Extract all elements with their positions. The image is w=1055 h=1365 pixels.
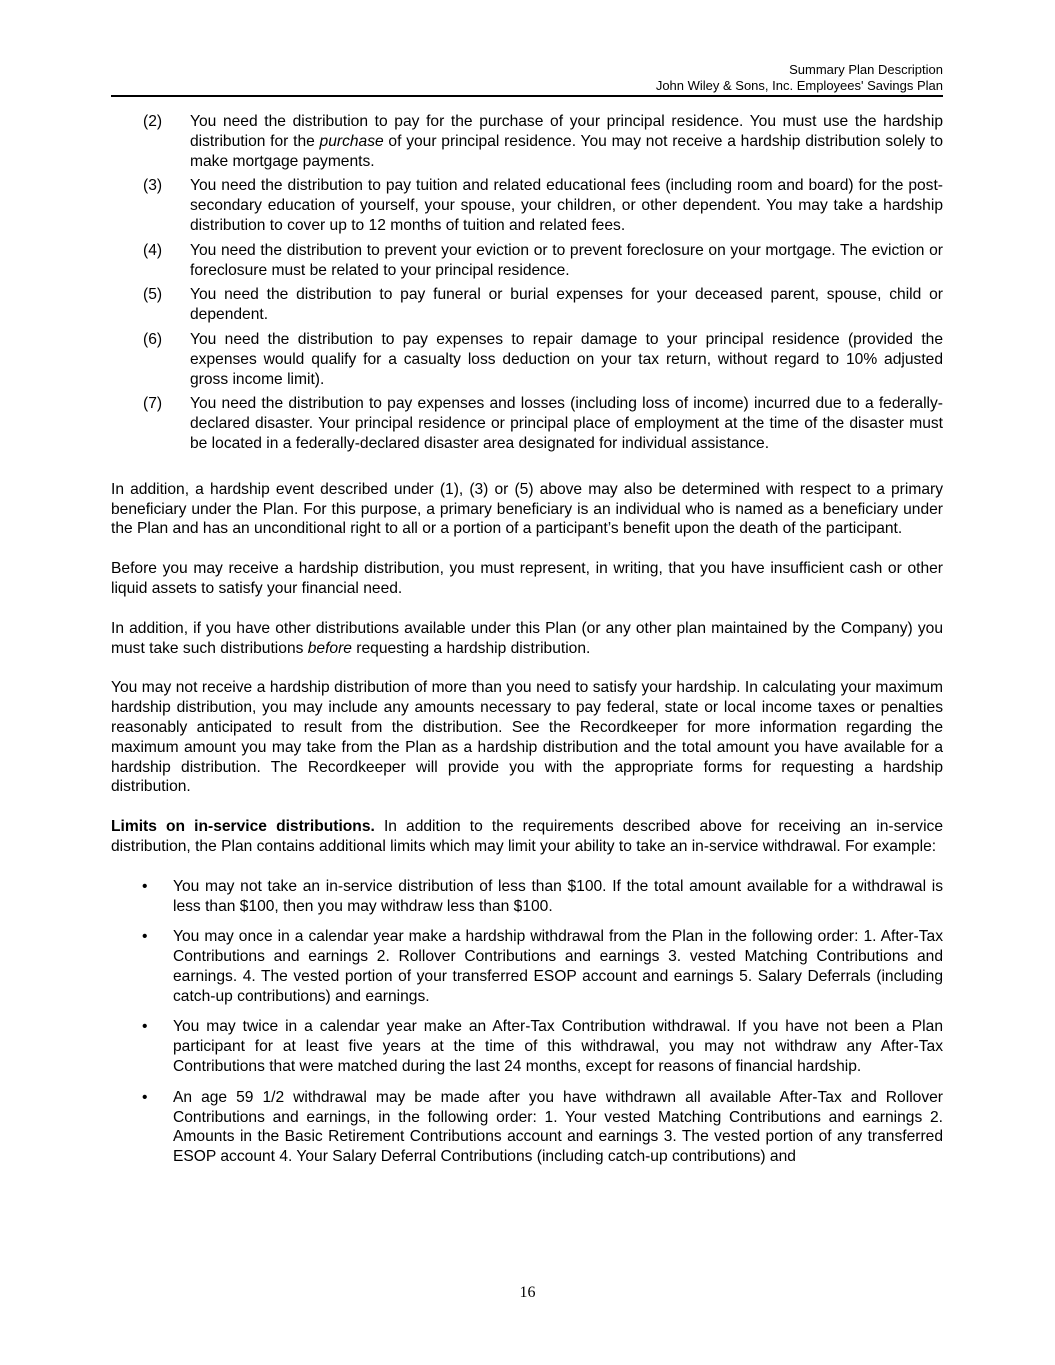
limits-heading: Limits on in-service distributions. [111,818,375,836]
list-item [111,1088,943,1167]
list-item-text: You need the distribution to pay tuition and related educational fees (including room and board) for the post-secondary education of yourself, your spouse, your children, or other dependent. You may take a hardship distribution to cover up to 12 months of tuition and related fees. [190,177,943,234]
list-item [111,1017,943,1076]
list-item [111,394,943,453]
list-item [111,927,943,1006]
list-item [111,285,943,325]
list-item [111,112,943,171]
list-item-text: You need the distribution to pay funeral or burial expenses for your deceased parent, spouse, child or dependent. [190,286,943,324]
list-item-number: (5) [143,286,163,304]
header-doc-title: Summary Plan Description [789,62,943,77]
bullet-icon: • [142,877,148,895]
hardship-conditions-list [111,112,943,454]
list-item [111,176,943,235]
header-divider [111,95,943,97]
bullet-icon: • [142,928,148,946]
limits-paragraph: Limits on in-service distributions. In addition to the requirements described above for receiving an in-service distribution, the Plan contains additional limits which may limit your ability to take an in-service withdrawal. For example: [111,818,943,855]
page-number: 16 [519,1284,536,1301]
bullet-text: You may once in a calendar year make a hardship withdrawal from the Plan in the following order: 1. After-Tax Contributions and earnings 2. Rollover Contributions and earnings 3. vested Matching Contributions and earnings. 4. The vested portion of your transferred ESOP account and earnings 5. Salary Deferrals (including catch-up contributions) and earnings. [173,928,943,1005]
primary-beneficiary-paragraph: In addition, a hardship event described under (1), (3) or (5) above may also be determined with respect to a primary beneficiary under the Plan. For this purpose, a primary beneficiary is an individual who is named as a beneficiary under the Plan and has an unconditional right to all or a portion of a participant’s benefit upon the death of the participant. [111,480,943,538]
bullet-text: You may twice in a calendar year make an After-Tax Contribution withdrawal. If you have not been a Plan participant for at least five years at the time of this withdrawal, you may not withdraw any After-Tax Contributions that were matched during the last 24 months, except for reasons of financial hardship. [173,1018,943,1076]
limits-bullet-list [111,877,943,1167]
other-distributions-paragraph: In addition, if you have other distributions available under this Plan (or any other plan maintained by the Company) you must take such distributions before requesting a hardship distribution. [111,619,943,657]
list-item-number: (3) [143,177,163,195]
list-item [111,241,943,281]
list-item-number: (6) [143,330,163,348]
list-item-number: (7) [143,395,163,413]
representation-paragraph: Before you may receive a hardship distribution, you must represent, in writing, that you have insufficient cash or other liquid assets to satisfy your financial need. [111,560,943,597]
bullet-text: You may not take an in-service distribution of less than $100. If the total amount available for a withdrawal is less than $100, then you may withdraw less than $100. [173,877,943,915]
bullet-text: An age 59 1/2 withdrawal may be made after you have withdrawn all available After-Tax and Rollover Contributions and earnings, in the following order: 1. Your vested Matching Contributions and earnings 2. Amounts in the Basic Retirement Contributions account and earnings 3. The vested portion of any transferred ESOP account 4. Your Salary Deferral Contributions (including catch-up contributions) and [173,1088,943,1166]
list-item-text: You need the distribution to prevent your eviction or to prevent foreclosure on your mortgage. The eviction or foreclosure must be related to your principal residence. [190,241,943,279]
maximum-distribution-paragraph: You may not receive a hardship distribution of more than you need to satisfy your hardship. In calculating your maximum hardship distribution, you may include any amounts necessary to pay federal, state or local income taxes or penalties reasonably anticipated to result from the distribution. See the Recordkeeper for more information regarding the maximum amount you may take from the Plan as a hardship distribution and the total amount you have available for a hardship distribution. The Recordkeeper will provide you with the appropriate forms for requesting a hardship distribution. [111,679,943,796]
list-item-number: (2) [143,113,163,130]
bullet-icon: • [142,1018,148,1036]
header-plan-name: John Wiley & Sons, Inc. Employees' Savings Plan [655,78,943,93]
list-item [111,330,943,389]
bullet-icon: • [142,1088,148,1106]
page-body [111,112,943,1178]
list-item-number: (4) [143,241,163,259]
page-header [111,62,943,94]
list-item-text: You need the distribution to pay expenses and losses (including loss of income) incurred due to a federally-declared disaster. Your principal residence or principal place of employment at the time of the disaster must be located in a federally-declared disaster area designated for individual assistance. [190,395,943,452]
list-item [111,877,943,917]
list-item-text: You need the distribution to pay for the purchase of your principal residence. You must use the hardship distribution for the purchase of your principal residence. You may not receive a hardship distribution solely to make mortgage payments. [190,113,943,170]
list-item-text: You need the distribution to pay expenses to repair damage to your principal residence (provided the expenses would qualify for a casualty loss deduction on your tax return, without regard to 10% adjusted gross income limit). [190,330,943,388]
